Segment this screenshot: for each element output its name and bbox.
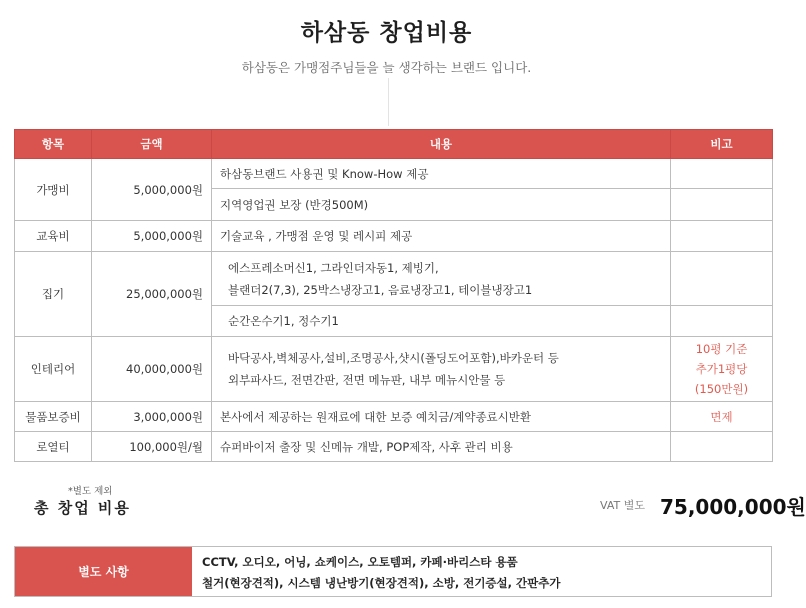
row-education-amount: 5,000,000원 — [92, 221, 212, 252]
total-cost-label: 총 창업 비용 — [34, 499, 131, 517]
row-franchise-content-1: 하삼동브랜드 사용권 및 Know-How 제공 — [212, 159, 671, 189]
table-header-row — [15, 130, 773, 159]
table-row — [15, 402, 773, 432]
row-interior-note — [671, 337, 773, 402]
row-equipment-note-1 — [671, 252, 773, 306]
row-education-content: 기술교육 , 가맹점 운영 및 레시피 제공 — [212, 221, 671, 252]
row-interior-content-line-2: 외부파사드, 전면간판, 전면 메뉴판, 내부 메뉴시안물 등 — [228, 373, 506, 387]
row-interior-note-line-2: 추가1평당 — [695, 362, 748, 376]
header-note: 비고 — [671, 130, 773, 159]
row-deposit-content: 본사에서 제공하는 원재료에 대한 보증 예치금/계약종료시반환 — [212, 402, 671, 432]
table-row — [15, 432, 773, 462]
row-franchise-content-2: 지역영업권 보장 (반경500M) — [212, 189, 671, 221]
extra-items-label: 별도 사항 — [15, 547, 192, 596]
extra-items-line-2: 철거(현장견적), 시스템 냉난방기(현장견적), 소방, 전기증설, 간판추가 — [202, 576, 561, 590]
row-deposit-amount: 3,000,000원 — [92, 402, 212, 432]
page-subtitle: 하삼동은 가맹점주님들을 늘 생각하는 브랜드 입니다. — [241, 60, 532, 75]
row-royalty-note — [671, 432, 773, 462]
table-row — [15, 252, 773, 306]
row-franchise-note-2 — [671, 189, 773, 221]
header-item: 항목 — [15, 130, 92, 159]
row-education-note — [671, 221, 773, 252]
row-deposit-note: 면제 — [671, 402, 773, 432]
row-franchise-note-1 — [671, 159, 773, 189]
row-franchise-amount: 5,000,000원 — [92, 159, 212, 221]
table-row — [15, 159, 773, 189]
row-equipment-amount: 25,000,000원 — [92, 252, 212, 337]
row-interior-content — [212, 337, 671, 402]
row-equipment-content-1 — [212, 252, 671, 306]
row-education-item: 교육비 — [15, 221, 92, 252]
row-equipment-content-1-line-1: 에스프레소머신1, 그라인더자동1, 제빙기, — [228, 260, 439, 275]
row-interior-content-line-1: 바닥공사,벽체공사,설비,조명공사,샷시(폴딩도어포함),바카운터 등 — [228, 351, 559, 365]
row-interior-item: 인테리어 — [15, 337, 92, 402]
row-royalty-content: 슈퍼바이저 출장 및 신메뉴 개발, POP제작, 사후 관리 비용 — [212, 432, 671, 462]
extra-items-line-1: CCTV, 오디오, 어닝, 쇼케이스, 오토템퍼, 카페·바리스타 용품 — [202, 555, 518, 569]
row-deposit-item: 물품보증비 — [15, 402, 92, 432]
header-amount: 금액 — [92, 130, 212, 159]
page-title: 하삼동 창업비용 — [300, 20, 473, 46]
row-equipment-content-2: 순간온수기1, 정수기1 — [212, 306, 671, 337]
exclusion-note: *별도 제외 — [68, 486, 113, 497]
row-franchise-item: 가맹비 — [15, 159, 92, 221]
row-equipment-content-1-line-2: 블랜더2(7,3), 25박스냉장고1, 음료냉장고1, 테이블냉장고1 — [228, 282, 533, 297]
row-interior-note-line-3: (150만원) — [694, 382, 749, 396]
row-interior-note-line-1: 10평 기준 — [695, 342, 748, 356]
row-royalty-amount: 100,000원/월 — [92, 432, 212, 462]
table-row — [15, 337, 773, 402]
center-divider-line — [388, 78, 389, 126]
total-cost-value: 75,000,000원 — [660, 495, 806, 519]
extra-items-box — [14, 546, 772, 597]
vat-label: VAT 별도 — [600, 499, 645, 512]
header-content: 내용 — [212, 130, 671, 159]
row-equipment-note-2 — [671, 306, 773, 337]
table-row — [15, 221, 773, 252]
row-royalty-item: 로열티 — [15, 432, 92, 462]
row-interior-amount: 40,000,000원 — [92, 337, 212, 402]
row-equipment-item: 집기 — [15, 252, 92, 337]
startup-cost-table — [14, 129, 773, 462]
extra-items-content — [192, 547, 771, 596]
